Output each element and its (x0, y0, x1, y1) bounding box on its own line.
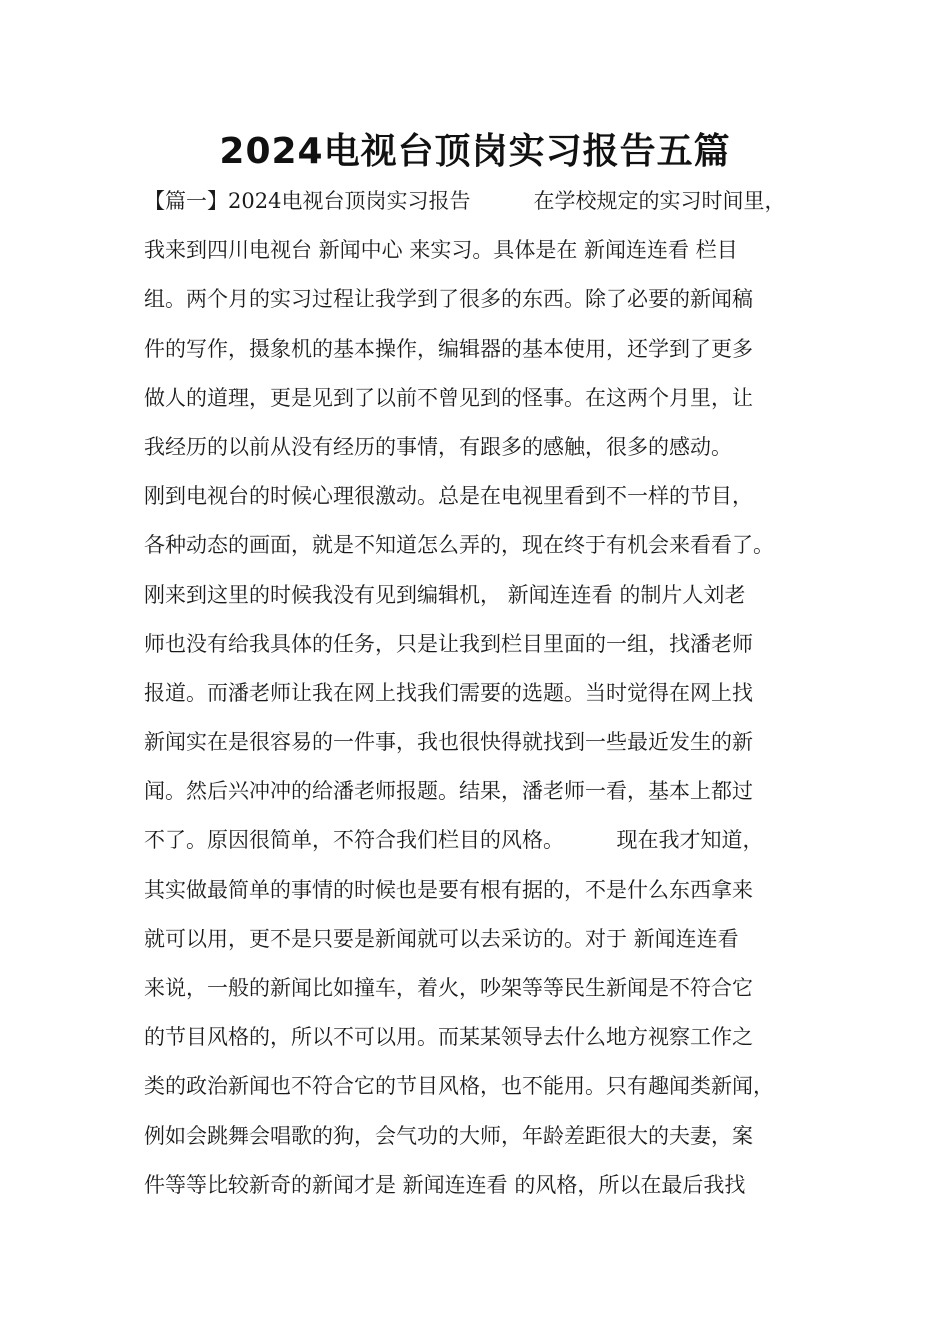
body-line: 其实做最简单的事情的时候也是要有根有据的，不是什么东西拿来 (144, 877, 753, 902)
body-line: 报道。而潘老师让我在网上找我们需要的选题。当时觉得在网上找 (144, 680, 753, 705)
body-line: 各种动态的画面，就是不知道怎么弄的，现在终于有机会来看看了。 (144, 533, 774, 558)
body-line: 来说，一般的新闻比如撞车，着火，吵架等等民生新闻是不符合它 (144, 976, 753, 1000)
body-line: 刚来到这里的时候我没有见到编辑机， 新闻连连看 的制片人刘老 (144, 582, 746, 607)
body-line: 新闻实在是很容易的一件事，我也很快得就找到一些最近发生的新 (144, 730, 753, 755)
body-line: 闻。然后兴冲冲的给潘老师报题。结果，潘老师一看，基本上都过 (144, 779, 753, 804)
body-line: 组。两个月的实习过程让我学到了很多的东西。除了必要的新闻稿 (144, 287, 753, 312)
body-line: 刚到电视台的时候心理很激动。总是在电视里看到不一样的节目， (144, 484, 753, 509)
body-line: 就可以用，更不是只要是新闻就可以去采访的。对于 新闻连连看 (144, 926, 739, 951)
body-line: 我经历的以前从没有经历的事情，有跟多的感触，很多的感动。 (144, 434, 732, 459)
document-body (144, 184, 834, 1217)
body-line: 不了。原因很简单，不符合我们栏目的风格。 现在我才知道， (144, 828, 764, 853)
body-line: 件的写作，摄象机的基本操作，编辑器的基本使用，还学到了更多 (144, 336, 753, 361)
document-title: 2024电视台顶岗实习报告五篇 (219, 131, 731, 172)
body-line: 【篇一】2024电视台顶岗实习报告 在学校规定的实习时间里， (144, 189, 786, 213)
body-line: 件等等比较新奇的新闻才是 新闻连连看 的风格，所以在最后我找 (144, 1172, 746, 1197)
body-line: 我来到四川电视台 新闻中心 来实习。具体是在 新闻连连看 栏目 (144, 238, 738, 263)
body-line: 的节目风格的，所以不可以用。而某某领导去什么地方视察工作之 (144, 1025, 753, 1050)
body-line: 做人的道理，更是见到了以前不曾见到的怪事。在这两个月里，让 (144, 385, 753, 410)
body-line: 类的政治新闻也不符合它的节目风格，也不能用。只有趣闻类新闻， (144, 1074, 774, 1099)
body-line: 师也没有给我具体的任务，只是让我到栏目里面的一组，找潘老师 (144, 631, 753, 656)
body-line: 例如会跳舞会唱歌的狗，会气功的大师，年龄差距很大的夫妻，案 (144, 1123, 753, 1148)
